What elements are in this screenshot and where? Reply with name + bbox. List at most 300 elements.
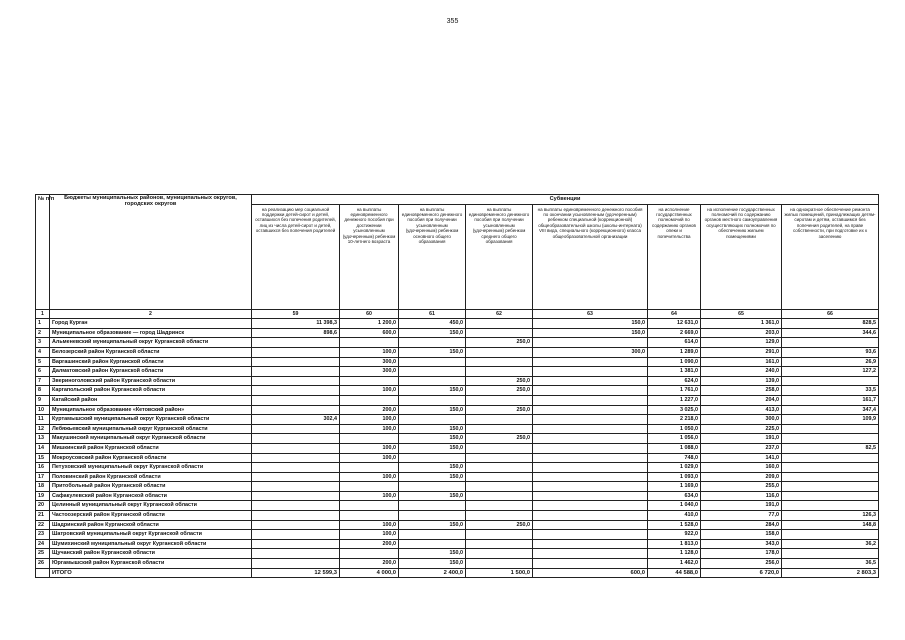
value-cell: [782, 530, 879, 540]
row-number: 7: [36, 376, 50, 386]
value-cell: 150,0: [399, 328, 466, 338]
value-cell: [340, 463, 399, 473]
value-cell: 1 169,0: [648, 482, 701, 492]
value-cell: 100,0: [340, 347, 399, 357]
value-cell: [399, 357, 466, 367]
value-cell: 26,9: [782, 357, 879, 367]
value-cell: 1 227,0: [648, 395, 701, 405]
value-cell: 344,6: [782, 328, 879, 338]
value-cell: 450,0: [399, 319, 466, 329]
value-cell: [252, 539, 340, 549]
value-cell: [252, 559, 340, 569]
value-cell: [782, 453, 879, 463]
value-cell: [533, 559, 648, 569]
row-name: Мишкинский район Курганской области: [50, 443, 252, 453]
row-name: Далматовский район Курганской области: [50, 367, 252, 377]
value-cell: [533, 453, 648, 463]
value-cell: [533, 501, 648, 511]
value-cell: 1 200,0: [340, 319, 399, 329]
row-number: 20: [36, 501, 50, 511]
value-cell: 129,0: [701, 338, 782, 348]
column-number: 59: [252, 309, 340, 319]
value-cell: 100,0: [340, 443, 399, 453]
row-name: Целинный муниципальный округ Курганской области: [50, 501, 252, 511]
value-cell: 1 289,0: [648, 347, 701, 357]
table-row: [36, 347, 879, 357]
value-cell: 150,0: [399, 463, 466, 473]
value-cell: 922,0: [648, 530, 701, 540]
value-cell: [466, 549, 533, 559]
row-name: Притобольный район Курганской области: [50, 482, 252, 492]
value-cell: [340, 501, 399, 511]
value-cell: 33,5: [782, 386, 879, 396]
value-cell: [782, 376, 879, 386]
value-cell: [252, 338, 340, 348]
value-cell: 1 528,0: [648, 520, 701, 530]
value-cell: [399, 539, 466, 549]
value-cell: 225,0: [701, 424, 782, 434]
value-cell: [340, 482, 399, 492]
row-number: 18: [36, 482, 50, 492]
table-row: [36, 386, 879, 396]
table-row: [36, 472, 879, 482]
value-cell: 200,0: [340, 405, 399, 415]
value-cell: [533, 482, 648, 492]
value-cell: 100,0: [340, 530, 399, 540]
value-cell: 100,0: [340, 453, 399, 463]
column-number: 63: [533, 309, 648, 319]
value-cell: 1 056,0: [648, 434, 701, 444]
row-number: 5: [36, 357, 50, 367]
total-num: [36, 568, 50, 578]
row-number: 25: [36, 549, 50, 559]
column-number: 66: [782, 309, 879, 319]
header-name: Бюджеты муниципальных районов, муниципальных округов, городских округов: [50, 195, 252, 310]
table-row: [36, 338, 879, 348]
row-name: Мокроусовский район Курганской области: [50, 453, 252, 463]
value-cell: [782, 549, 879, 559]
value-cell: 1 462,0: [648, 559, 701, 569]
header-row: [36, 195, 879, 205]
value-cell: [782, 491, 879, 501]
value-cell: 1 029,0: [648, 463, 701, 473]
value-cell: 150,0: [399, 347, 466, 357]
value-cell: [533, 463, 648, 473]
value-cell: 150,0: [399, 520, 466, 530]
value-cell: 36,5: [782, 559, 879, 569]
value-cell: 1 381,0: [648, 367, 701, 377]
total-cell: 44 588,0: [648, 568, 701, 578]
row-number: 16: [36, 463, 50, 473]
row-number: 11: [36, 415, 50, 425]
column-desc: на реализацию мер социальной поддержки детей-сирот и детей, оставшихся без попечения родителей, лиц из числа детей-сирот и детей, оставшихся без попечения родителей: [252, 204, 340, 309]
value-cell: 413,0: [701, 405, 782, 415]
value-cell: [252, 472, 340, 482]
value-cell: 126,3: [782, 511, 879, 521]
value-cell: 1 040,0: [648, 501, 701, 511]
value-cell: 1 761,0: [648, 386, 701, 396]
value-cell: 250,0: [466, 434, 533, 444]
value-cell: 200,0: [340, 559, 399, 569]
value-cell: [782, 434, 879, 444]
value-cell: [466, 443, 533, 453]
value-cell: [466, 395, 533, 405]
value-cell: 347,4: [782, 405, 879, 415]
page-number: 355: [446, 18, 459, 25]
value-cell: [466, 347, 533, 357]
value-cell: [533, 405, 648, 415]
value-cell: [340, 338, 399, 348]
value-cell: [340, 434, 399, 444]
row-name: Варгашинский район Курганской области: [50, 357, 252, 367]
value-cell: 250,0: [466, 520, 533, 530]
table-body: [36, 319, 879, 568]
value-cell: [252, 405, 340, 415]
row-number: 4: [36, 347, 50, 357]
value-cell: 1 088,0: [648, 443, 701, 453]
row-number: 13: [36, 434, 50, 444]
value-cell: [533, 549, 648, 559]
value-cell: 11 398,3: [252, 319, 340, 329]
value-cell: 898,6: [252, 328, 340, 338]
value-cell: [252, 434, 340, 444]
table-row: [36, 395, 879, 405]
value-cell: 600,0: [340, 328, 399, 338]
row-number: 1: [36, 319, 50, 329]
value-cell: 109,9: [782, 415, 879, 425]
row-name: Макушинский муниципальный округ Курганской области: [50, 434, 252, 444]
value-cell: 204,0: [701, 395, 782, 405]
value-cell: [466, 328, 533, 338]
value-cell: [466, 424, 533, 434]
column-number: 62: [466, 309, 533, 319]
table-row: [36, 376, 879, 386]
value-cell: 250,0: [466, 386, 533, 396]
table-row: [36, 539, 879, 549]
value-cell: [533, 539, 648, 549]
value-cell: 150,0: [533, 319, 648, 329]
table-row: [36, 463, 879, 473]
value-cell: [466, 511, 533, 521]
value-cell: [466, 482, 533, 492]
value-cell: [252, 482, 340, 492]
row-name: Город Курган: [50, 319, 252, 329]
value-cell: 410,0: [648, 511, 701, 521]
value-cell: 1 361,0: [701, 319, 782, 329]
value-cell: [533, 367, 648, 377]
value-cell: 2 218,0: [648, 415, 701, 425]
row-number: 8: [36, 386, 50, 396]
value-cell: [782, 424, 879, 434]
value-cell: 77,0: [701, 511, 782, 521]
value-cell: 614,0: [648, 338, 701, 348]
column-desc: на однократное обеспечение ремонта жилых помещений, принадлежащих детям-сиротам и детям, оставшимся без попечения родителей, на праве собственности, при подготовке их к заселению: [782, 204, 879, 309]
value-cell: [399, 376, 466, 386]
value-cell: 100,0: [340, 386, 399, 396]
table-row: [36, 501, 879, 511]
value-cell: 150,0: [399, 424, 466, 434]
total-cell: 2 803,3: [782, 568, 879, 578]
column-number: 1: [36, 309, 50, 319]
column-number: 61: [399, 309, 466, 319]
value-cell: [399, 367, 466, 377]
column-number: 65: [701, 309, 782, 319]
row-name: Катайский район: [50, 395, 252, 405]
value-cell: [252, 395, 340, 405]
value-cell: 100,0: [340, 415, 399, 425]
table-row: [36, 328, 879, 338]
table-row: [36, 367, 879, 377]
value-cell: [533, 443, 648, 453]
value-cell: 160,0: [701, 463, 782, 473]
value-cell: [340, 395, 399, 405]
value-cell: 161,7: [782, 395, 879, 405]
row-number: 3: [36, 338, 50, 348]
value-cell: [399, 482, 466, 492]
value-cell: [399, 511, 466, 521]
value-cell: [533, 415, 648, 425]
value-cell: 284,0: [701, 520, 782, 530]
total-cell: 2 400,0: [399, 568, 466, 578]
value-cell: [252, 443, 340, 453]
value-cell: 100,0: [340, 424, 399, 434]
column-number: 60: [340, 309, 399, 319]
value-cell: [252, 386, 340, 396]
value-cell: 1 090,0: [648, 357, 701, 367]
value-cell: [340, 376, 399, 386]
value-cell: [782, 472, 879, 482]
row-name: Сафакулевский район Курганской области: [50, 491, 252, 501]
value-cell: [533, 376, 648, 386]
value-cell: [533, 424, 648, 434]
value-cell: [252, 453, 340, 463]
table-row: [36, 482, 879, 492]
value-cell: [466, 559, 533, 569]
value-cell: 150,0: [533, 328, 648, 338]
value-cell: 116,0: [701, 491, 782, 501]
value-cell: [399, 338, 466, 348]
value-cell: [340, 549, 399, 559]
value-cell: 250,0: [466, 338, 533, 348]
table-row: [36, 319, 879, 329]
column-desc: на выплаты единовременного денежного пособия при достижении усыновленным (удочеренным) ребенком 10-летнего возраста: [340, 204, 399, 309]
value-cell: 141,0: [701, 453, 782, 463]
value-cell: [252, 376, 340, 386]
row-number: 21: [36, 511, 50, 521]
value-cell: 748,0: [648, 453, 701, 463]
value-cell: 148,8: [782, 520, 879, 530]
value-cell: [533, 472, 648, 482]
value-cell: [252, 511, 340, 521]
total-row: [36, 568, 879, 578]
value-cell: 634,0: [648, 491, 701, 501]
row-number: 26: [36, 559, 50, 569]
value-cell: [533, 520, 648, 530]
value-cell: 624,0: [648, 376, 701, 386]
row-number: 12: [36, 424, 50, 434]
row-number: 15: [36, 453, 50, 463]
value-cell: [533, 386, 648, 396]
row-name: Юргамышский район Курганской области: [50, 559, 252, 569]
value-cell: 150,0: [399, 472, 466, 482]
row-name: Щучанский район Курганской области: [50, 549, 252, 559]
value-cell: [466, 367, 533, 377]
value-cell: 302,4: [252, 415, 340, 425]
row-name: Каргапольский район Курганской области: [50, 386, 252, 396]
value-cell: 1 050,0: [648, 424, 701, 434]
value-cell: 178,0: [701, 549, 782, 559]
table-row: [36, 511, 879, 521]
value-cell: 1 813,0: [648, 539, 701, 549]
value-cell: [466, 472, 533, 482]
value-cell: [466, 453, 533, 463]
value-cell: 191,0: [701, 501, 782, 511]
value-cell: [252, 530, 340, 540]
subsidy-table: [35, 194, 879, 578]
value-cell: 150,0: [399, 491, 466, 501]
value-cell: 255,0: [701, 482, 782, 492]
row-name: Петуховский муниципальный округ Курганской области: [50, 463, 252, 473]
value-cell: 250,0: [466, 405, 533, 415]
row-name: Звериноголовский район Курганской области: [50, 376, 252, 386]
value-cell: 150,0: [399, 386, 466, 396]
value-cell: [533, 511, 648, 521]
value-cell: 100,0: [340, 520, 399, 530]
table-row: [36, 453, 879, 463]
row-number: 14: [36, 443, 50, 453]
row-number: 24: [36, 539, 50, 549]
value-cell: [340, 511, 399, 521]
value-cell: 237,0: [701, 443, 782, 453]
value-cell: 3 025,0: [648, 405, 701, 415]
value-cell: [252, 463, 340, 473]
row-name: Шатровский муниципальный округ Курганской области: [50, 530, 252, 540]
value-cell: 200,0: [340, 539, 399, 549]
value-cell: [252, 347, 340, 357]
value-cell: [466, 501, 533, 511]
total-cell: 4 000,0: [340, 568, 399, 578]
value-cell: 150,0: [399, 405, 466, 415]
value-cell: [782, 482, 879, 492]
value-cell: 127,2: [782, 367, 879, 377]
value-cell: [399, 415, 466, 425]
value-cell: 300,0: [533, 347, 648, 357]
row-number: 19: [36, 491, 50, 501]
row-name: Муниципальное образование — город Шадринск: [50, 328, 252, 338]
value-cell: 150,0: [399, 443, 466, 453]
value-cell: 291,0: [701, 347, 782, 357]
table-row: [36, 520, 879, 530]
value-cell: 256,0: [701, 559, 782, 569]
table-row: [36, 405, 879, 415]
table-row: [36, 357, 879, 367]
table-row: [36, 415, 879, 425]
value-cell: 36,2: [782, 539, 879, 549]
row-number: 23: [36, 530, 50, 540]
value-cell: [782, 463, 879, 473]
header-num: № п/п: [36, 195, 50, 310]
value-cell: 139,0: [701, 376, 782, 386]
value-cell: 82,5: [782, 443, 879, 453]
column-desc: на исполнение государственных полномочий по содержанию органов опеки и попечительства: [648, 204, 701, 309]
row-name: Шумихинский муниципальный округ Курганской области: [50, 539, 252, 549]
value-cell: 300,0: [340, 367, 399, 377]
value-cell: 258,0: [701, 386, 782, 396]
value-cell: [466, 415, 533, 425]
column-desc: на выплаты единовременного денежного пособия при получении усыновленным (удочеренным) ребенком основного общего образования: [399, 204, 466, 309]
value-cell: 161,0: [701, 357, 782, 367]
value-cell: 150,0: [399, 559, 466, 569]
value-cell: [533, 338, 648, 348]
value-cell: 150,0: [399, 549, 466, 559]
column-desc: на выплаты единовременного денежного пособия по окончании усыновленным (удочеренным) ребенком специальной (коррекционной) общеобразовательной школы (школы-интерната) VIII вида, специального (коррекционного) класса общеобразовательной организации: [533, 204, 648, 309]
value-cell: 300,0: [340, 357, 399, 367]
row-name: Лебяжьевский муниципальный округ Курганской области: [50, 424, 252, 434]
table-row: [36, 530, 879, 540]
value-cell: [533, 357, 648, 367]
value-cell: [252, 520, 340, 530]
value-cell: [399, 501, 466, 511]
value-cell: [252, 367, 340, 377]
value-cell: [533, 530, 648, 540]
row-name: Куртамышский муниципальный округ Курганской области: [50, 415, 252, 425]
row-name: Белозерский район Курганской области: [50, 347, 252, 357]
total-cell: 600,0: [533, 568, 648, 578]
value-cell: 100,0: [340, 472, 399, 482]
value-cell: [399, 453, 466, 463]
value-cell: [252, 424, 340, 434]
row-name: Шадринский район Курганской области: [50, 520, 252, 530]
table-row: [36, 491, 879, 501]
row-name: Муниципальное образование «Кетовский район»: [50, 405, 252, 415]
value-cell: [252, 549, 340, 559]
value-cell: [399, 530, 466, 540]
column-desc: на выплаты единовременного денежного пособия при получении усыновленным (удочеренным) ребенком среднего общего образования: [466, 204, 533, 309]
value-cell: [252, 501, 340, 511]
total-cell: 12 599,3: [252, 568, 340, 578]
row-number: 22: [36, 520, 50, 530]
value-cell: [466, 357, 533, 367]
row-number: 9: [36, 395, 50, 405]
value-cell: [399, 395, 466, 405]
row-number: 2: [36, 328, 50, 338]
table-row: [36, 443, 879, 453]
column-number: 64: [648, 309, 701, 319]
value-cell: [533, 491, 648, 501]
value-cell: [466, 491, 533, 501]
header-group: Субвенции: [252, 195, 879, 205]
column-desc: на исполнение государственных полномочий по содержанию органов местного самоуправления осуществляющих полномочия по обеспечению жильем помещениями: [701, 204, 782, 309]
column-number-row: [36, 309, 879, 319]
value-cell: 93,6: [782, 347, 879, 357]
row-number: 6: [36, 367, 50, 377]
value-cell: 12 631,0: [648, 319, 701, 329]
value-cell: 343,0: [701, 539, 782, 549]
row-name: Альменевский муниципальный округ Курганской области: [50, 338, 252, 348]
row-number: 17: [36, 472, 50, 482]
value-cell: 240,0: [701, 367, 782, 377]
row-name: Частоозерский район Курганской области: [50, 511, 252, 521]
value-cell: [252, 491, 340, 501]
value-cell: [466, 539, 533, 549]
value-cell: 1 128,0: [648, 549, 701, 559]
value-cell: 203,0: [701, 328, 782, 338]
row-number: 10: [36, 405, 50, 415]
table-row: [36, 434, 879, 444]
value-cell: 209,0: [701, 472, 782, 482]
row-name: Половинский район Курганской области: [50, 472, 252, 482]
value-cell: 300,0: [701, 415, 782, 425]
